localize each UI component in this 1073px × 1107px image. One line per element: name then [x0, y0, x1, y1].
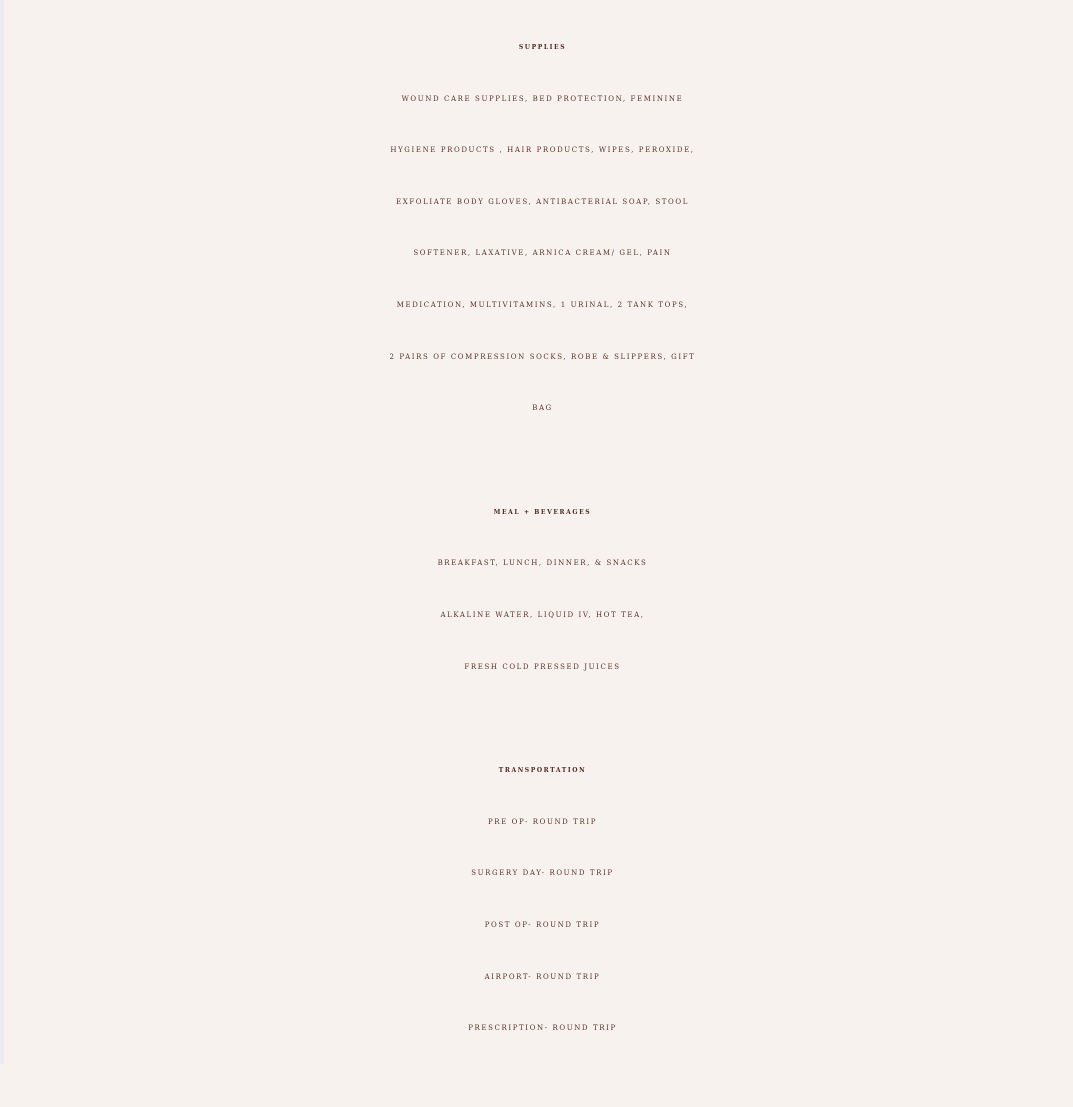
- transportation-line: PRESCRIPTION- ROUND TRIP: [468, 1024, 617, 1033]
- supplies-line: MEDICATION, MULTIVITAMINS, 1 URINAL, 2 TANK TOPS,: [396, 300, 689, 309]
- supplies-line: EXFOLIATE BODY GLOVES, ANTIBACTERIAL SOAP, STOOL: [396, 197, 689, 206]
- supplies-line: HYGIENE PRODUCTS , HAIR PRODUCTS, WIPES, PEROXIDE,: [390, 146, 695, 155]
- meal-beverages-line: BREAKFAST, LUNCH, DINNER, & SNACKS: [437, 559, 648, 568]
- meal-beverages-line: ALKALINE WATER, LIQUID IV, HOT TEA,: [440, 610, 645, 619]
- transportation-line: PRE OP- ROUND TRIP: [487, 817, 598, 826]
- transportation-section: [0, 745, 1073, 1055]
- supplies-heading: SUPPLIES: [518, 44, 567, 51]
- package-details: [0, 22, 1073, 1107]
- transportation-heading: TRANSPORTATION: [498, 767, 587, 775]
- meal-beverages-heading: MEAL + BEVERAGES: [493, 508, 592, 516]
- transportation-line: AIRPORT- ROUND TRIP: [484, 972, 601, 981]
- supplies-line: SOFTENER, LAXATIVE, ARNICA CREAM/ GEL, PAIN: [413, 249, 672, 258]
- meal-beverages-section: [0, 487, 1073, 693]
- supplies-section: [0, 22, 1073, 435]
- transportation-line: POST OP- ROUND TRIP: [484, 920, 601, 929]
- supplies-line: 2 PAIRS OF COMPRESSION SOCKS, ROBE & SLIPPERS, GIFT: [389, 352, 696, 361]
- transportation-line: SURGERY DAY- ROUND TRIP: [471, 869, 614, 878]
- supplies-line: BAG: [532, 404, 553, 413]
- meal-beverages-line: FRESH COLD PRESSED JUICES: [464, 662, 621, 671]
- supplies-line: WOUND CARE SUPPLIES, BED PROTECTION, FEMININE: [401, 94, 684, 103]
